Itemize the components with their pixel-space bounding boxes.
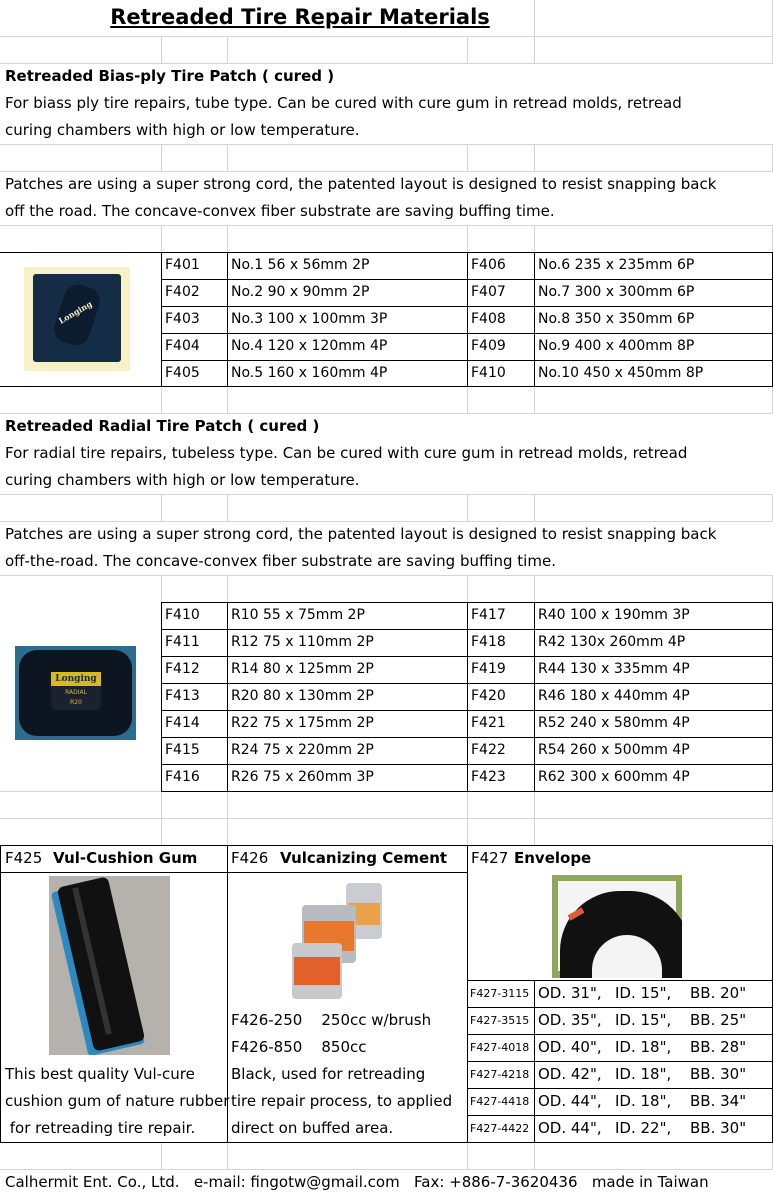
page-title: Retreaded Tire Repair Materials	[110, 5, 490, 29]
patch-logo-text: Longing	[51, 672, 101, 686]
envelope-id: ID. 22",	[615, 1119, 672, 1137]
item-code: F402	[165, 284, 200, 300]
envelope-od: OD. 44",	[538, 1119, 602, 1137]
envelope-od: OD. 44",	[538, 1092, 602, 1110]
envelope-bb: BB. 20"	[690, 984, 747, 1002]
envelope-od: OD. 40",	[538, 1038, 602, 1056]
item-code: F411	[165, 634, 200, 650]
envelope-od: OD. 35",	[538, 1011, 602, 1029]
radial-desc-line: Patches are using a super strong cord, the patented layout is designed to resist snapping back	[5, 525, 717, 543]
cushion-gum-image	[49, 876, 170, 1055]
cement-code: F426	[231, 849, 269, 867]
item-size: R24 75 x 220mm 2P	[231, 742, 374, 758]
envelope-id: ID. 15",	[615, 984, 672, 1002]
gum-desc-line: cushion gum of nature rubber	[5, 1092, 230, 1110]
item-size: R44 130 x 335mm 4P	[538, 661, 690, 677]
item-size: No.4 120 x 120mm 4P	[231, 338, 388, 354]
cement-cans-image	[290, 877, 398, 1001]
item-size: No.3 100 x 100mm 3P	[231, 311, 388, 327]
envelope-id: ID. 18",	[615, 1038, 672, 1056]
cement-desc-line: Black, used for retreading	[231, 1065, 426, 1083]
envelope-bb: BB. 28"	[690, 1038, 747, 1056]
item-code: F420	[471, 688, 506, 704]
cement-variant: F426-250 250cc w/brush	[231, 1011, 432, 1029]
item-size: R14 80 x 125mm 2P	[231, 661, 374, 677]
envelope-id: ID. 18",	[615, 1092, 672, 1110]
item-size: No.10 450 x 450mm 8P	[538, 365, 704, 381]
item-code: F409	[471, 338, 506, 354]
envelope-id: ID. 18",	[615, 1065, 672, 1083]
bias-desc-line: curing chambers with high or low temperature.	[5, 121, 360, 139]
item-code: F423	[471, 769, 506, 785]
item-code: F422	[471, 742, 506, 758]
item-code: F417	[471, 607, 506, 623]
item-size: R62 300 x 600mm 4P	[538, 769, 690, 785]
envelope-code-cell: F427-4418	[470, 1095, 530, 1108]
item-code: F415	[165, 742, 200, 758]
envelope-od: OD. 31",	[538, 984, 602, 1002]
item-code: F414	[165, 715, 200, 731]
gum-desc-line: for retreading tire repair.	[5, 1119, 196, 1137]
item-size: No.9 400 x 400mm 8P	[538, 338, 695, 354]
envelope-code-cell: F427-3115	[470, 987, 530, 1000]
item-size: R40 100 x 190mm 3P	[538, 607, 690, 623]
envelope-code-cell: F427-4218	[470, 1068, 530, 1081]
envelope-code-cell: F427-3515	[470, 1014, 530, 1027]
item-size: No.2 90 x 90mm 2P	[231, 284, 370, 300]
gum-code: F425	[5, 849, 43, 867]
cement-variant: F426-850 850cc	[231, 1038, 367, 1056]
item-code: F419	[471, 661, 506, 677]
cement-desc-line: direct on buffed area.	[231, 1119, 394, 1137]
item-code: F403	[165, 311, 200, 327]
envelope-od: OD. 42",	[538, 1065, 602, 1083]
gum-name: Vul-Cushion Gum	[53, 849, 198, 867]
envelope-code: F427	[471, 849, 509, 867]
envelope-bb: BB. 30"	[690, 1119, 747, 1137]
bias-patch-image	[24, 267, 130, 371]
patch-sub-text: RADIAL	[65, 689, 87, 696]
envelope-code-cell: F427-4422	[470, 1122, 530, 1135]
item-size: R54 260 x 500mm 4P	[538, 742, 690, 758]
item-code: F421	[471, 715, 506, 731]
radial-heading: Retreaded Radial Tire Patch ( cured )	[5, 417, 320, 435]
envelope-image	[552, 875, 682, 978]
bias-desc-line: off the road. The concave-convex fiber substrate are saving buffing time.	[5, 202, 555, 220]
grid-row-line	[0, 225, 773, 226]
item-size: No.6 235 x 235mm 6P	[538, 257, 695, 273]
item-size: No.5 160 x 160mm 4P	[231, 365, 388, 381]
item-size: R42 130x 260mm 4P	[538, 634, 686, 650]
item-size: R20 80 x 130mm 2P	[231, 688, 374, 704]
item-code: F401	[165, 257, 200, 273]
envelope-code-cell: F427-4018	[470, 1041, 530, 1054]
radial-desc-line: For radial tire repairs, tubeless type. Can be cured with cure gum in retread molds, retread	[5, 444, 688, 462]
item-code: F410	[471, 365, 506, 381]
envelope-name: Envelope	[514, 849, 592, 867]
patch-logo-text: Longing	[56, 298, 94, 326]
item-size: No.1 56 x 56mm 2P	[231, 257, 370, 273]
item-code: F406	[471, 257, 506, 273]
item-code: F405	[165, 365, 200, 381]
grid-row-line	[0, 144, 773, 145]
footer-contact: Calhermit Ent. Co., Ltd. e-mail: fingotw@gmail.com Fax: +886-7-3620436 made in Taiwan	[5, 1173, 709, 1191]
item-size: No.8 350 x 350mm 6P	[538, 311, 695, 327]
item-size: R52 240 x 580mm 4P	[538, 715, 690, 731]
grid-row-line	[0, 36, 773, 37]
item-code: F408	[471, 311, 506, 327]
item-size: R22 75 x 175mm 2P	[231, 715, 374, 731]
item-size: R46 180 x 440mm 4P	[538, 688, 690, 704]
radial-desc-line: curing chambers with high or low temperature.	[5, 471, 360, 489]
item-size: R12 75 x 110mm 2P	[231, 634, 374, 650]
radial-desc-line: off-the-road. The concave-convex fiber substrate are saving buffing time.	[5, 552, 556, 570]
item-size: R26 75 x 260mm 3P	[231, 769, 374, 785]
item-code: F416	[165, 769, 200, 785]
cement-name: Vulcanizing Cement	[280, 849, 448, 867]
grid-row-line	[0, 575, 773, 576]
item-code: F413	[165, 688, 200, 704]
bias-desc-line: Patches are using a super strong cord, the patented layout is designed to resist snapping back	[5, 175, 717, 193]
envelope-bb: BB. 34"	[690, 1092, 747, 1110]
cement-desc-line: tire repair process, to applied	[231, 1092, 453, 1110]
envelope-bb: BB. 30"	[690, 1065, 747, 1083]
bias-desc-line: For biass ply tire repairs, tube type. Can be cured with cure gum in retread molds, retread	[5, 94, 682, 112]
envelope-id: ID. 15",	[615, 1011, 672, 1029]
item-code: F407	[471, 284, 506, 300]
envelope-bb: BB. 25"	[690, 1011, 747, 1029]
item-code: F418	[471, 634, 506, 650]
item-size: No.7 300 x 300mm 6P	[538, 284, 695, 300]
radial-patch-image	[15, 646, 136, 740]
grid-row-line	[0, 494, 773, 495]
patch-code-text: R20	[70, 699, 82, 706]
grid-row-line	[0, 818, 773, 819]
bias-heading: Retreaded Bias-ply Tire Patch ( cured )	[5, 67, 335, 85]
item-code: F412	[165, 661, 200, 677]
item-code: F404	[165, 338, 200, 354]
item-size: R10 55 x 75mm 2P	[231, 607, 365, 623]
gum-desc-line: This best quality Vul-cure	[5, 1065, 195, 1083]
item-code: F410	[165, 607, 200, 623]
